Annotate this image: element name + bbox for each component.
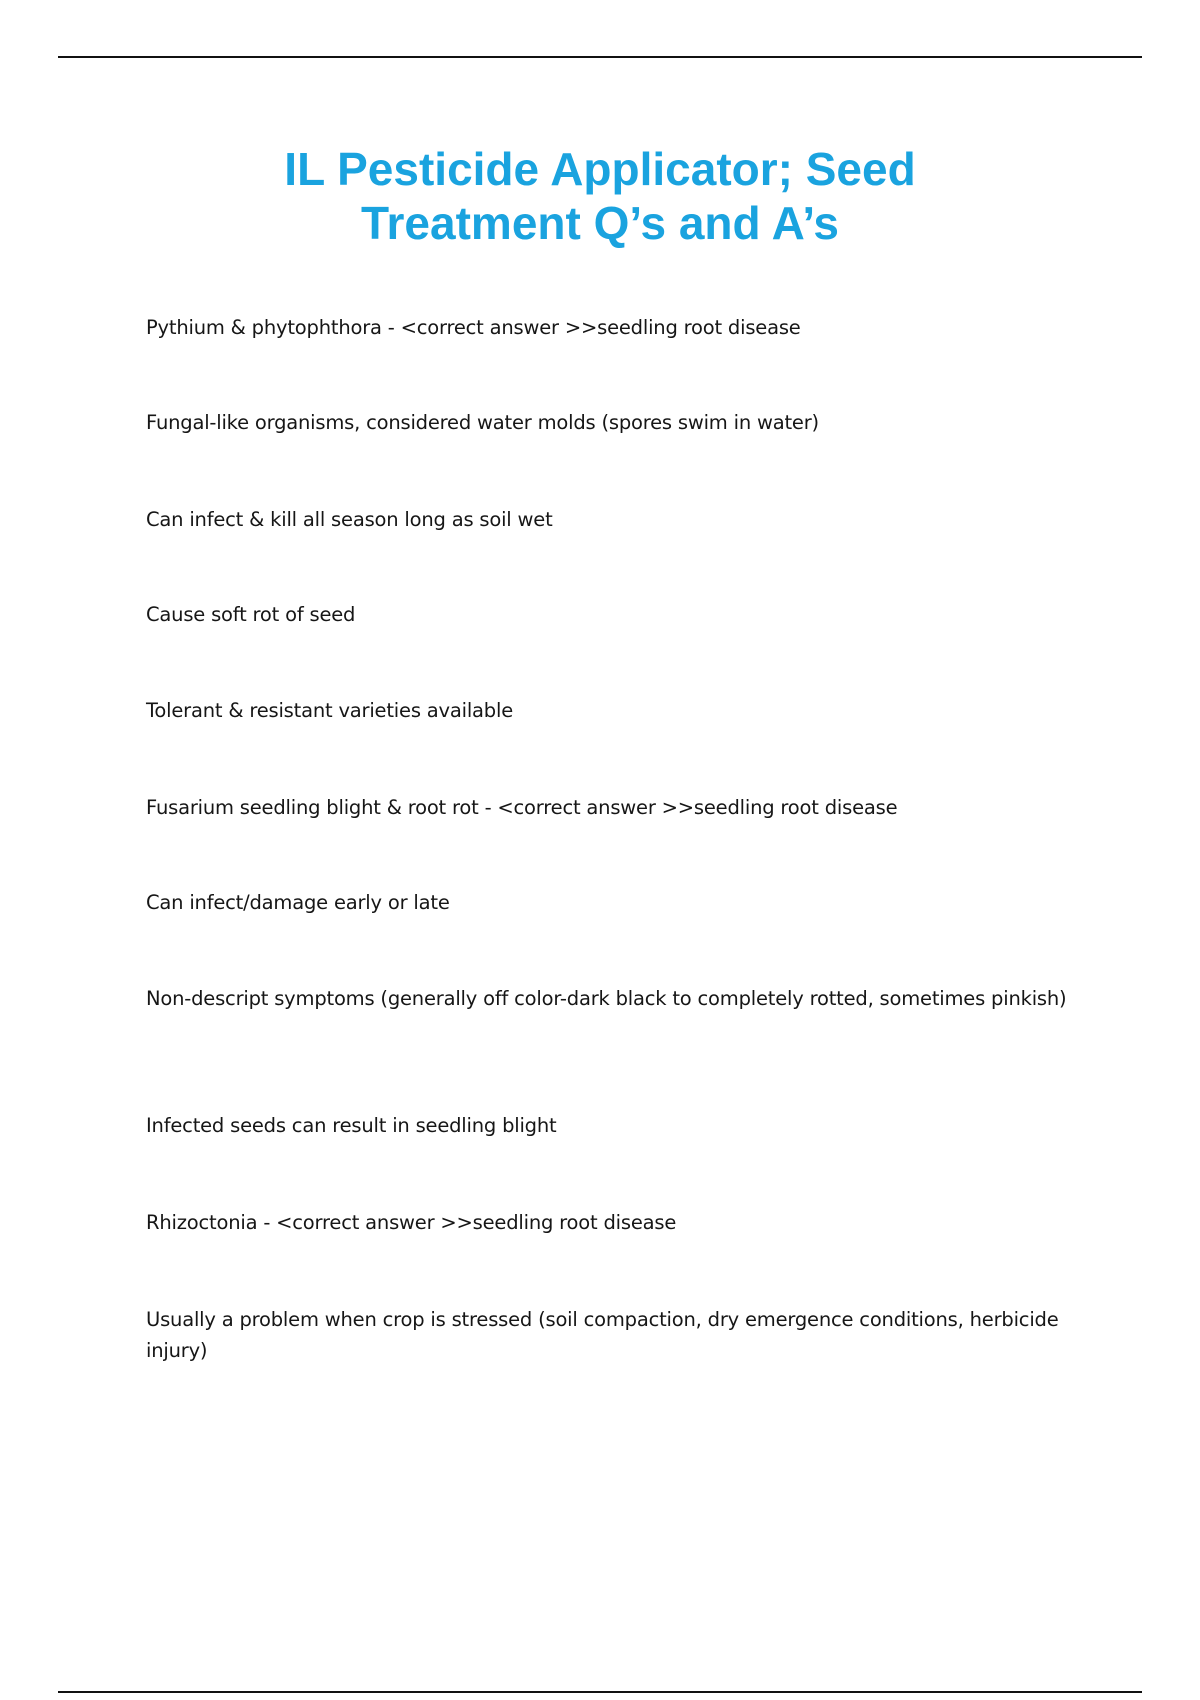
qa-line-early-late: Can infect/damage early or late: [146, 891, 450, 914]
bottom-rule: [58, 1691, 1142, 1693]
qa-line-infected-seeds: Infected seeds can result in seedling blight: [146, 1114, 557, 1137]
qa-line-tolerant: Tolerant & resistant varieties available: [146, 699, 513, 722]
qa-line-fungal-like: Fungal-like organisms, considered water molds (spores swim in water): [146, 411, 819, 434]
qa-line-pythium: Pythium & phytophthora - <correct answer >>seedling root disease: [146, 316, 801, 339]
document-title: [100, 142, 1100, 250]
qa-line-non-descript: Non-descript symptoms (generally off color-dark black to completely rotted, sometimes pinkish): [146, 987, 1067, 1010]
top-rule: [58, 56, 1142, 58]
qa-line-soft-rot: Cause soft rot of seed: [146, 603, 356, 626]
qa-line-fusarium: Fusarium seedling blight & root rot - <correct answer >>seedling root disease: [146, 796, 898, 819]
qa-line-stressed: Usually a problem when crop is stressed (soil compaction, dry emergence conditions, herbicide injury): [146, 1308, 1059, 1362]
title-line-1: IL Pesticide Applicator; Seed: [284, 143, 916, 195]
title-line-2: Treatment Q’s and A’s: [360, 197, 840, 249]
qa-line-rhizoctonia: Rhizoctonia - <correct answer >>seedling root disease: [146, 1211, 677, 1234]
qa-line-infect-kill: Can infect & kill all season long as soil wet: [146, 508, 553, 531]
